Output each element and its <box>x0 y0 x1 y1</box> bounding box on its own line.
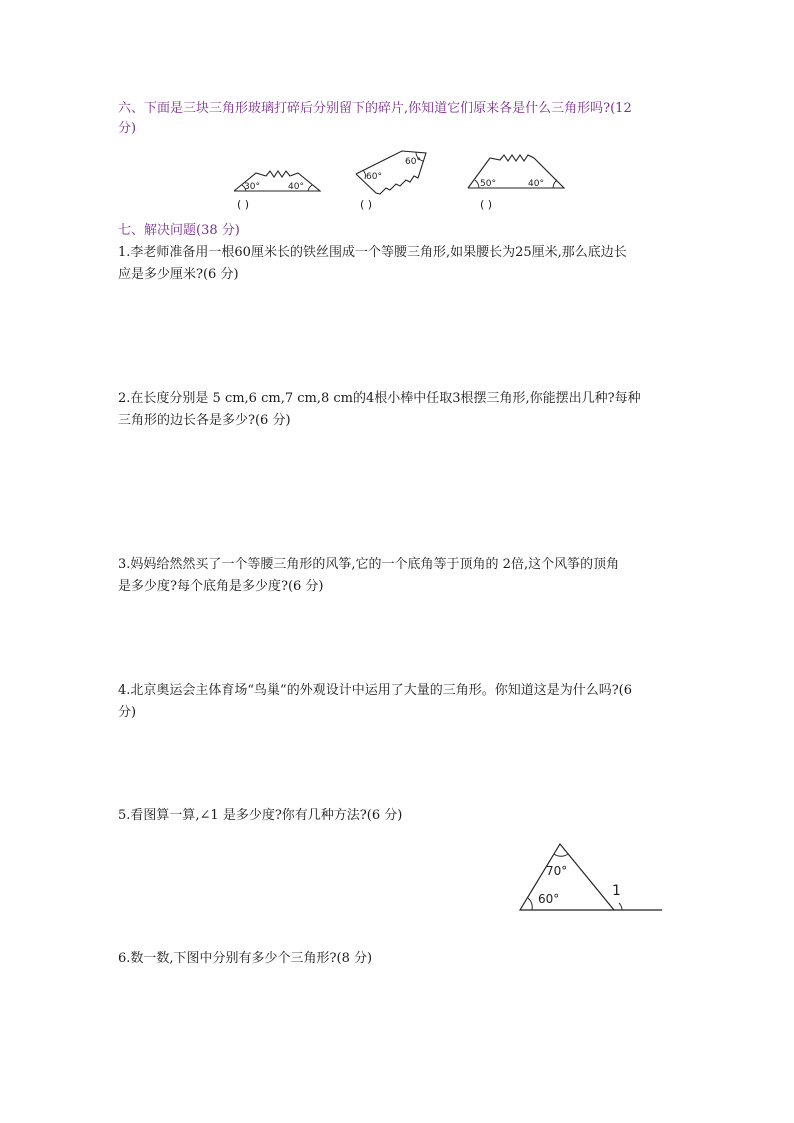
fragment1-answer-blank[interactable]: ( ) <box>237 198 250 211</box>
q1-line2: 应是多少厘米?(6 分) <box>118 267 239 282</box>
q2-line1: 2.在长度分别是 5 cm,6 cm,7 cm,8 cm的4根小棒中任取3根摆三角形,你能摆出几种?每种 <box>118 391 641 406</box>
q3-line1: 3.妈妈给然然买了一个等腰三角形的风筝,它的一个底角等于顶角的 2倍,这个风筝的顶角 <box>118 557 620 572</box>
fragment2-answer-blank[interactable]: ( ) <box>360 198 373 211</box>
q1-line1: 1.李老师准备用一根60厘米长的铁丝围成一个等腰三角形,如果腰长为25厘米,那么底边长 <box>118 245 627 260</box>
q5-line1: 5.看图算一算,∠1 是多少度?你有几种方法?(6 分) <box>118 808 403 823</box>
fragment2-angle-a: 60° <box>366 172 382 182</box>
q2-line2: 三角形的边长各是多少?(6 分) <box>118 413 291 428</box>
q3-line2: 是多少度?每个底角是多少度?(6 分) <box>118 579 324 594</box>
section6-question-line2: 分) <box>118 121 137 136</box>
fragment1-angle-left: 30° <box>244 182 260 192</box>
fragment2-angle-b: 60° <box>405 157 421 167</box>
q5-angle-left: 60° <box>538 892 560 906</box>
fragment3-angle-left: 50° <box>480 179 496 189</box>
fragment1-angle-right: 40° <box>288 182 304 192</box>
glass-fragment-3 <box>464 150 570 194</box>
q5-angle-1-label: 1 <box>612 883 621 899</box>
section6-question-line1: 六、下面是三块三角形玻璃打碎后分别留下的碎片,你知道它们原来各是什么三角形吗?(12 <box>118 101 632 116</box>
q4-line2: 分) <box>118 705 137 720</box>
glass-fragment-2 <box>350 148 432 200</box>
q5-angle-top: 70° <box>546 864 568 878</box>
q5-triangle-figure <box>514 838 666 916</box>
section7-title: 七、解决问题(38 分) <box>118 223 240 238</box>
fragment3-answer-blank[interactable]: ( ) <box>480 198 493 211</box>
q6-line1: 6.数一数,下图中分别有多少个三角形?(8 分) <box>118 951 373 966</box>
glass-fragment-1 <box>228 163 328 197</box>
q4-line1: 4.北京奥运会主体育场“鸟巢”的外观设计中运用了大量的三角形。你知道这是为什么吗?(6 <box>118 683 633 698</box>
fragment3-angle-right: 40° <box>528 179 544 189</box>
